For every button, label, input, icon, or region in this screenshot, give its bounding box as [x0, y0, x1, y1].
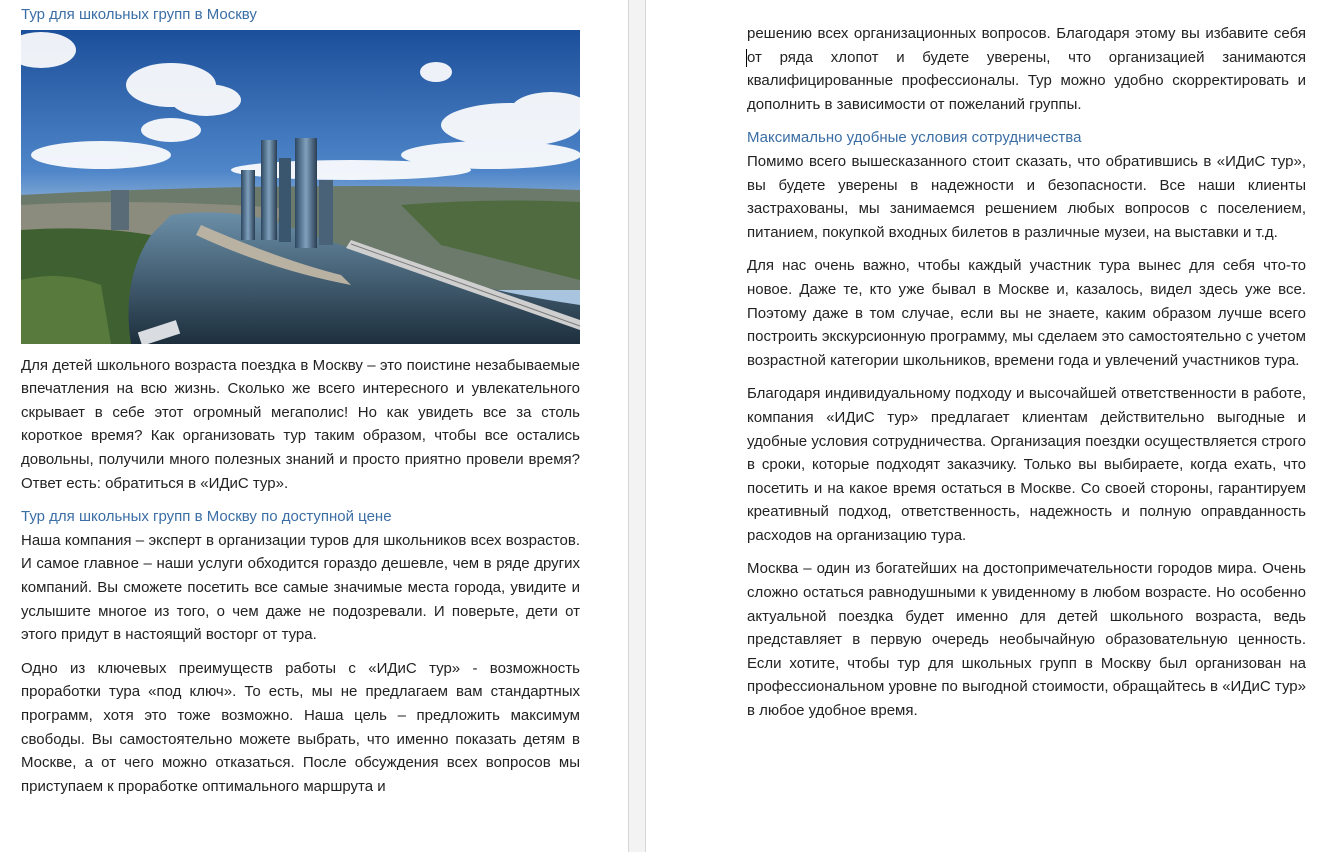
paragraph-safety: Помимо всего вышесказанного стоит сказать, что обратившись в «ИДиС тур», вы будете уверены в надежности и безопасности. Все наши клиенты застрахованы, мы занимаемся решением любых вопросов с поселением, питанием, покупкой входных билетов в различные музеи, на выставки и т.д. [747, 152, 1306, 241]
page-left [0, 0, 628, 852]
paragraph-turnkey: Одно из ключевых преимуществ работы с «ИДиС тур» - возможность проработки тура «под ключ». То есть, мы не предлагаем вам стандартных программ, хотя это тоже возможно. Наша цель – предложить максимум свободы. Вы самостоятельно можете выбрать, что именно показать детям в Москве, а от чего можно отказаться. После обсуждения всех вопросов мы приступаем к проработке оптимального маршрута и [21, 659, 580, 795]
paragraph-individual-approach: Благодаря индивидуальному подходу и высочайшей ответственности в работе, компания «ИДиС тур» предлагает клиентам действительно выгодные и удобные условия сотрудничества. Организация поездки осуществляется строго в сроки, которые подходят заказчику. Только вы выбираете, когда ехать, что посетить и на какое время остаться в Москве. Со своей стороны, гарантируем креативный подход, ответственность, надежность и полную оправданность расходов на организацию тура. [747, 385, 1306, 544]
heading-tour-moscow: Тур для школьных групп в Москву [21, 6, 257, 23]
page-right [646, 0, 1322, 852]
text-cursor [746, 49, 747, 67]
paragraph-company-expert: Наша компания – эксперт в организации туров для школьников всех возрастов. И самое главное – наши услуги обходится гораздо дешевле, чем в ряде других компаний. Вы сможете посетить все самые значимые места города, увидите и услышите многое из того, о чем даже не подозревали. И поверьте, дети от этого придут в настоящий восторг от тура. [21, 531, 580, 644]
paragraph-intro: Для детей школьного возраста поездка в Москву – это поистине незабываемые впечатления на всю жизнь. Сколько же всего интересного и увлекательного скрывает в себе этот огромный мегаполис! Но как увидеть все за столь короткое время? Как организовать тур таким образом, чтобы все остались довольны, получили много полезных знаний и просто приятно провели время? Ответ есть: обратиться в «ИДиС тур». [21, 356, 580, 492]
paragraph-new-experience: Для нас очень важно, чтобы каждый участник тура вынес для себя что-то новое. Даже те, кто уже бывал в Москве и, казалось, видел здесь уже все. Поэтому даже в том случае, если вы не знаете, каким образом лучше всего построить экскурсионную программу, мы сделаем это самостоятельно с учетом возрастной категории школьников, времени года и увлечений участников тура. [747, 257, 1306, 369]
left-text-column[interactable] [21, 0, 580, 808]
paragraph-continuation: решению всех организационных вопросов. Благодаря этому вы избавите себя от ряда хлопот и будете уверены, что организацией занимаются квалифицированные профессионалы. Тур можно удобно скорректировать и дополнить в зависимости от пожеланий группы. [747, 25, 1306, 113]
paragraph-moscow-richest: Москва – один из богатейших на достопримечательности городов мира. Очень сложно остаться равнодушными к увиденному в любом возрасте. Но особенно актуальной поездка будет именно для детей школьного возраста, ведь представляет в первую очередь необычайную образовательную ценность. Если хотите, чтобы тур для школьных групп в Москву был организован на профессиональном уровне по выгодной стоимости, обращайтесь в «ИДиС тур» в любое удобное время. [747, 560, 1306, 720]
moscow-panorama-image[interactable] [21, 30, 580, 344]
heading-cooperation-terms: Максимально удобные условия сотрудничества [747, 129, 1082, 147]
page-gutter [628, 0, 646, 852]
right-text-column[interactable] [747, 22, 1306, 733]
heading-affordable-price: Тур для школьных групп в Москву по доступной цене [21, 508, 392, 526]
